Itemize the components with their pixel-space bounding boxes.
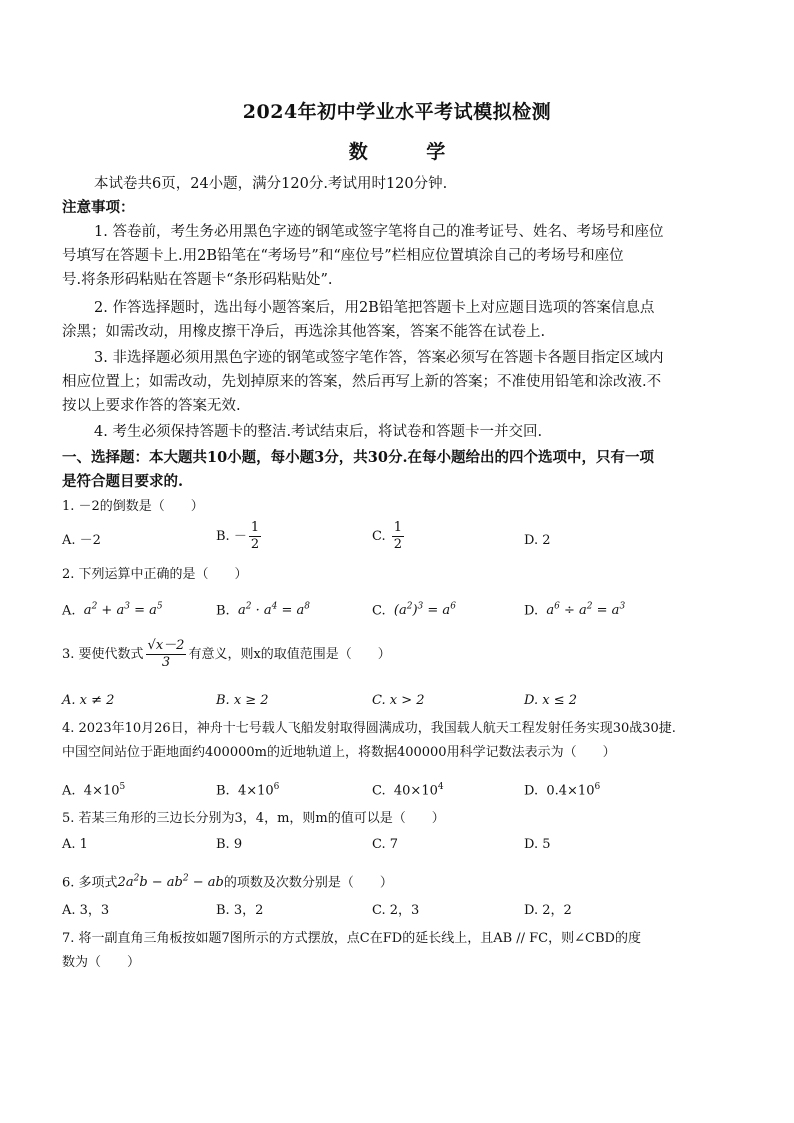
q1-option-b	[216, 520, 263, 553]
q5-option-a: A. 1	[62, 837, 88, 852]
question-7-stem: 数为（ ）	[62, 955, 141, 970]
q4-option-d: D. $0.4\times 10^6$	[524, 782, 601, 799]
fraction-numerator: 1	[250, 520, 260, 535]
notice-line: 号填写在答题卡上.用2B铅笔在“考场号”和“座位号”栏相应位置填涂自己的考场号和座位	[62, 248, 624, 264]
option-label: A.	[62, 783, 76, 799]
question-6-stem: 6. 多项式$2a^2b - ab^2$ − ab的项数及次数分别是（ ）	[62, 874, 393, 891]
q3-option-a: A. x ≠ 2	[62, 693, 115, 708]
page-title: 2024年初中学业水平考试模拟检测	[242, 101, 552, 123]
stem-text: 有意义，则x的取值范围是（ ）	[188, 647, 391, 662]
fraction-denominator: 2	[393, 537, 403, 552]
q6-option-b: B. 3，2	[216, 903, 264, 918]
section-heading: 是符合题目要求的.	[62, 473, 184, 490]
question-4-stem: 4. 2023年10月26日，神舟十七号载人飞船发射取得圆满成功，我国载人航天工程发射任务实现30战30捷.	[62, 721, 676, 736]
section-heading: 一、选择题：本大题共10小题，每小题3分，共30分.在每小题给出的四个选项中，只有一项	[62, 449, 654, 466]
stem-text: 的项数及次数分别是（ ）	[223, 875, 393, 891]
q2-option-d: D. $a^6 \div a^2 = a^3$	[524, 602, 626, 619]
question-7-stem: 7. 将一副直角三角板按如题7图所示的方式摆放，点C在FD的延长线上，且AB // FC，则∠CBD的度	[62, 931, 641, 946]
q1-option-c-prefix: C.	[372, 529, 386, 544]
q1-option-b-prefix: B. －	[216, 529, 247, 544]
notice-line: 1. 答卷前，考生务必用黑色字迹的钢笔或签字笔将自己的准考证号、姓名、考场号和座位	[94, 224, 664, 240]
notice-line: 3. 非选择题必须用黑色字迹的钢笔或签字笔作答，答案必须写在答题卡各题目指定区域内	[94, 350, 664, 366]
question-3-stem	[62, 638, 391, 671]
fraction-numerator: √x－2	[147, 638, 185, 653]
q2-option-c: C. $(a^2)^3 = a^6$	[372, 602, 456, 619]
fraction-numerator: 1	[393, 520, 403, 535]
subject-title: 数 学	[348, 141, 472, 163]
q2-option-a: A. $a^2 + a^3 = a^5$	[62, 602, 163, 619]
fraction-denominator: 2	[250, 537, 260, 552]
q6-option-a: A. 3，3	[62, 903, 110, 918]
q1-option-a: A. －2	[62, 533, 101, 548]
q3-option-b: B. x ≥ 2	[216, 693, 269, 708]
notice-line: 涂黑；如需改动，用橡皮擦干净后，再选涂其他答案，答案不能答在试卷上.	[62, 324, 546, 340]
q6-option-c: C. 2，3	[372, 903, 420, 918]
question-5-stem: 5. 若某三角形的三边长分别为3，4，m，则m的值可以是（ ）	[62, 811, 445, 826]
option-label: C.	[372, 783, 386, 799]
notice-line: 2. 作答选择题时，选出每小题答案后，用2B铅笔把答题卡上对应题目选项的答案信息点	[94, 300, 655, 316]
q6-option-d: D. 2，2	[524, 903, 572, 918]
option-label: D.	[524, 603, 539, 619]
notice-line: 4. 考生必须保持答题卡的整洁.考试结束后，将试卷和答题卡一并交回.	[94, 424, 543, 440]
q2-option-b: B. $a^2 \cdot a^4 = a^8$	[216, 602, 310, 619]
q3-option-d: D. x ≤ 2	[524, 693, 577, 708]
q4-option-a: A. $4\times 10^5$	[62, 782, 126, 799]
q5-option-c: C. 7	[372, 837, 399, 852]
fraction	[249, 520, 261, 553]
option-label: A.	[62, 603, 76, 619]
option-label: B.	[216, 783, 230, 799]
q1-option-c	[372, 520, 406, 553]
notice-line: 号.将条形码粘贴在答题卡“条形码粘贴处”.	[62, 272, 333, 288]
fraction-denominator: 3	[161, 655, 171, 670]
question-4-stem: 中国空间站位于距地面约400000m的近地轨道上，将数据400000用科学记数法表示为（ ）	[62, 745, 616, 760]
option-label: D.	[524, 783, 539, 799]
intro-text: 本试卷共6页，24小题，满分120分.考试用时120分钟.	[94, 176, 448, 192]
fraction	[392, 520, 404, 553]
q1-option-d: D. 2	[524, 533, 551, 548]
notice-line: 相应位置上；如需改动，先划掉原来的答案，然后再写上新的答案；不准使用铅笔和涂改液.不	[62, 374, 662, 390]
q4-option-c: C. $40\times 10^4$	[372, 782, 444, 799]
q3-option-c: C. x > 2	[372, 693, 425, 708]
question-2-stem: 2. 下列运算中正确的是（ ）	[62, 567, 248, 582]
question-1-stem: 1. －2的倒数是（ ）	[62, 499, 204, 514]
notice-heading: 注意事项：	[62, 199, 135, 216]
stem-text: 6. 多项式	[62, 875, 118, 891]
q5-option-b: B. 9	[216, 837, 243, 852]
notice-line: 按以上要求作答的答案无效.	[62, 398, 241, 414]
option-label: C.	[372, 603, 386, 619]
sqrt-fraction	[146, 638, 187, 671]
q4-option-b: B. $4\times 10^6$	[216, 782, 280, 799]
stem-text: 3. 要使代数式	[62, 647, 144, 662]
q5-option-d: D. 5	[524, 837, 551, 852]
option-label: B.	[216, 603, 230, 619]
